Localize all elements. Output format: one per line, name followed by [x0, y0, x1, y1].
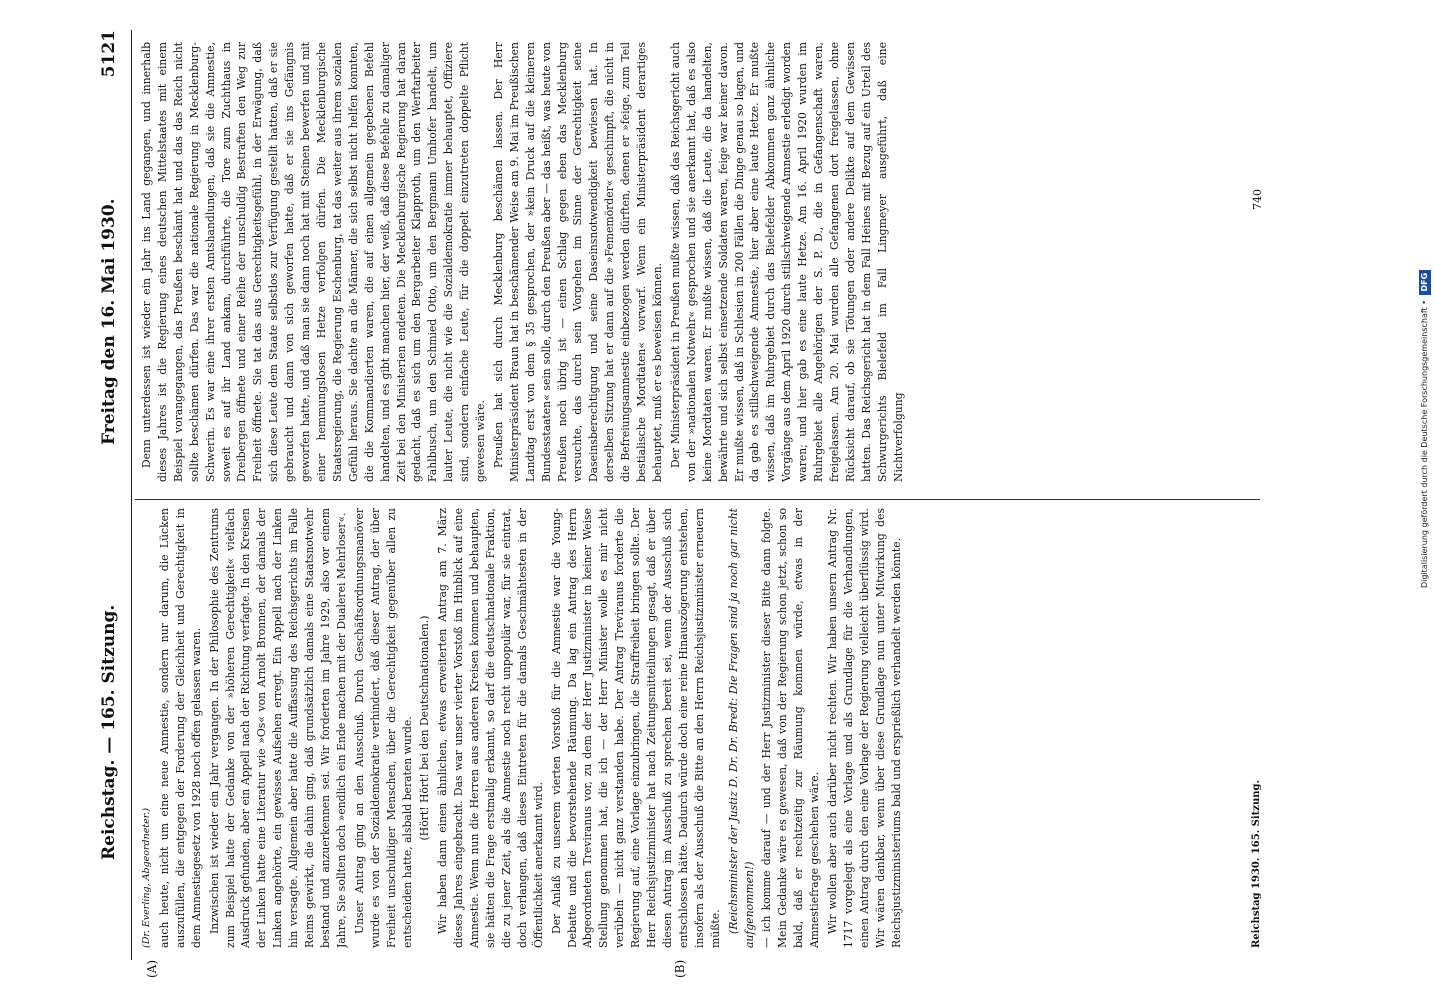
right-column	[139, 42, 1255, 482]
paragraph: — ich komme darauf — und der Herr Justizminister dieser Bitte dann folgte. Mein Gedanke wäre es gewesen, daß von der Regierung schon jetzt, schon so bald, daß er rechtzeitig zur Räumung kommen würde, etwas in der Amnestiefrage geschehen wäre.	[760, 508, 822, 948]
column-divider	[135, 499, 1260, 500]
header-left: Reichstag. — 165. Sitzung.	[99, 604, 119, 860]
paragraph: Inzwischen ist wieder ein Jahr vergangen. In der Philosophie des Zentrums zum Beispiel hatte der Gedanke von der »höheren Gerechtigkeit« vielfach Ausdruck gefunden, aber ein Appell nach der Richtung verfagte. In den Kreisen der Linken hatte eine Literatur wie »Os« von Arnolt Bronnen, der damals der Linken angehörte, ein gewisses Aufsehen erregt. Ein Appell nach der Linken hin versagte. Allgemein aber hatte die Auffassung des Reichsgerichts im Falle Reims gewirkt, die dahin ging, daß grundsätzlich damals eine Staatsnotwehr bestand und anzuerkennen sei. Wir forderten im Jahre 1929, also vor einem Jahre, Sie sollten doch »endlich ein Ende machen mit der Dualerei Mehrloser«.	[207, 508, 348, 948]
interjection: (Hört! Hört! bei den Deutschnationalen.)	[418, 615, 432, 841]
rotated-page	[83, 0, 1350, 1000]
paragraph: Denn unterdessen ist wieder ein Jahr ins Land gegangen, und innerhalb dieses Jahres ist die Regierung eines deutschen Mittelstaates mit einem Beispiel vorangegangen, das Preußen beschämt hat und das das Reich nicht sollte beschämen dürfen. Das war die nationale Regierung in Mecklenburg-Schwerin. Es war eine ihrer ersten Amtshandlungen, daß sie die Amnestie, soweit es auf ihr Land ankam, durchführte, die Tore zum Zuchthaus in Dreibergen öffnete und einer Reihe der unschuldig Bestraften den Weg zur Freiheit öffnete. Sie tat das aus Gerechtigkeitsgefühl, in der Erwägung, daß sich diese Leute dem Staate selbstlos zur Verfügung gestellt hatten, daß er sie gebraucht und dann von sich geworfen hatte, daß er sie ins Gefängnis geworfen hatte, und daß man sie dann noch hat mit Steinen bewerfen und mit einer hemmungslosen Hetze verfolgen dürfen. Die Mecklenburgische Staatsregierung, die Regierung Eschenburg, tat das weiter aus ihrem sozialen Gefühl heraus. Sie dachte an die Männer, die sich selbst nicht helfen konnten, die die Kommandierten waren, die auf einen allgemein gegebenen Befehl handelten, und es gibt manchen hier, der weiß, daß diese Befehle zu damaliger Zeit bei den Ministerien endeten. Die Mecklenburgische Regierung hat daran gedacht, daß es sich um den Bergarbeiter Klapproth, um den Werftarbeiter Fahlbusch, um den Schmied Otto, um den Bergmann Umhofer handelt, um lauter Leute, die nicht wie die Sozialdemokratie immer behauptet, Offiziere sind, sondern einfache Leute, für die doppelt einzutreten doppelte Pflicht gewesen wäre.	[140, 42, 488, 482]
paragraph: Wir haben dann einen ähnlichen, etwas erweiterten Antrag am 7. März dieses Jahres eingebracht. Das war unser vierter Vorstoß im Hinblick auf eine Amnestie. Wenn nun die Herren aus anderen Kreisen kommen und behaupten, sie hätten die Frage erstmalig erkannt, so darf die deutschnationale Fraktion, die zu jener Zeit, als die Amnestie noch recht unpopulär war, für sie eintrat, doch verlangen, daß dieses Eintreten für die damals Geschmähtesten in der Öffentlichkeit anerkannt wird.	[436, 508, 545, 948]
paragraph: Preußen hat sich durch Mecklenburg beschämen lassen. Der Herr Ministerpräsident Braun hat in beschämender Weise am 9. Mai im Preußischen Landtag erst von dem § 35 gesprochen, der »kein Druck auf die kleineren Bundesstaaten« sein solle, durch den Preußen aber — das heißt, was heute von Preußen noch übrig ist — einen Schlag gegen eben das Mecklenburg versuchte, das durch sein Vorgehen im Sinne der Gerechtigkeit seine Daseinsberechtigung und seine Daseinsnotwendigkeit bewiesen hat. In derselben Sitzung hat er dann auf die »Fememörder« geschimpft, die nicht in die Befreiungsamnestie einbezogen werden dürften, denen er »feige, zum Teil bestialische Mordtaten« vorwarf. Wenn ein Ministerpräsident derartiges behauptet, muß er es beweisen können.	[491, 42, 664, 482]
dfg-logo: DFG	[1419, 270, 1431, 295]
digitization-note	[1410, 0, 1434, 1000]
dfg-credit: Digitalisierung gefördert durch die Deutsche Forschungsgemeinschaft •	[1420, 300, 1429, 588]
left-column	[139, 508, 1255, 948]
header-date: Freitag den 16. Mai 1930.	[99, 198, 119, 445]
margin-letter-b: (B)	[673, 959, 687, 978]
paragraph: Unser Antrag ging an den Ausschuß. Durch Geschäftsordnungsmanöver wurde es von der Sozialdemokratie verhindert, daß dieser Antrag, der über Freiheit unschuldiger Menschen, über die Gerechtigkeit gegenüber allen zu entscheiden hatte, alsbald beraten wurde.	[352, 508, 414, 948]
digitization-note-text	[1413, 0, 1434, 1000]
paragraph: auch heute, nicht um eine neue Amnestie, sondern nur darum, die Lücken auszufüllen, die entgegen der Forderung der Gleichheit und Gerechtigkeit in dem Amnestiegesetz von 1928 noch offen gelassen waren.	[157, 508, 203, 948]
footer-session: Reichstag 1930. 165. Sitzung.	[1251, 780, 1262, 948]
paragraph: Der Ministerpräsident in Preußen mußte wissen, daß das Reichsgericht auch von der »nationalen Notwehr« gesprochen und sie anerkannt hat, daß es also keine Mordtaten waren. Er mußte wissen, daß die Leute, die da handelten, bewährte und sich selbst einsetzende Soldaten waren, feige war keiner davon. Er mußte wissen, daß in Schlesien in 200 Fällen die Dinge genau so lagen, und da gab es stillschweigende Amnestie, hier aber eine laute Hetze. Er mußte wissen, daß im Ruhrgebiet durch das Bielefelder Abkommen ganz ähnliche Vorgänge aus dem April 1920 durch stillschweigende Amnestie erledigt worden waren; und hier gab es eine laute Hetze. Am 16. April 1920 wurden im Ruhrgebiet alle Angehörigen der S. P. D., die in Gefangenschaft waren, freigelassen. Am 20. Mai wurden alle Gefangenen dort freigelassen, ohne Rücksicht darauf, ob sie Tötungen oder andere Delikte auf dem Gewissen hatten. Das Reichsgericht hat in dem Fall Heines mit Bezug auf ein Urteil des Schwurgerichts Bielefeld im Fall Lingmeyer ausgeführt, daß eine Nichtverfolgung	[668, 42, 905, 482]
footer-page-number: 740	[1251, 189, 1264, 210]
speaker-header: (Dr. Everling, Abgeordneter.)	[141, 807, 152, 948]
paragraph: Wir wollen aber auch darüber nicht rechten. Wir haben unsern Antrag Nr. 1717 vorgelegt als eine Vorlage und als Grundlage für die Verhandlungen, einen Antrag durch den eine Vorlage der Regierung vielleicht überflüssig wird. Wir wären dankbar, wenn über diese Grundlage nun unter Mitwirkung des Reichsjustizministeriums bald und ersprießlich verhandelt werden könnte.	[826, 508, 903, 948]
header-page-number: 5121	[99, 30, 119, 78]
interjection: (Reichsminister der Justiz D. Dr. Dr. Bredt: Die Fragen sind ja noch gar nicht aufgenommen!)	[726, 508, 756, 948]
paragraph: Der Anlaß zu unserem vierten Vorstoß für die Amnestie war die Young-Debatte und die bevorstehende Räumung. Da lag ein Antrag des Herrn Abgeordneten Treviranus vor, zu dem der Herr Justizminister in keiner Weise Stellung genommen hat, die ich — der Herr Minister wolle es mir nicht verübeln — nicht ganz verstanden habe. Der Antrag Treviranus forderte die Regierung auf, eine Vorlage einzubringen, die Straffreiheit bringen sollte. Der Herr Reichsjustizminister hat nach Zeitungsmitteilungen gesagt, daß er über diesen Antrag im Ausschuß zu sprechen bereit sei, wenn der Ausschuß sich entschlossen hätte. Dadurch würde doch eine reine Hinauszögerung entstehen, insofern als der Ausschuß die Bitte an den Herrn Reichsjustizminister erneuern müßte.	[549, 508, 722, 948]
margin-letter-a: (A)	[145, 959, 159, 978]
header-rule	[131, 30, 132, 960]
